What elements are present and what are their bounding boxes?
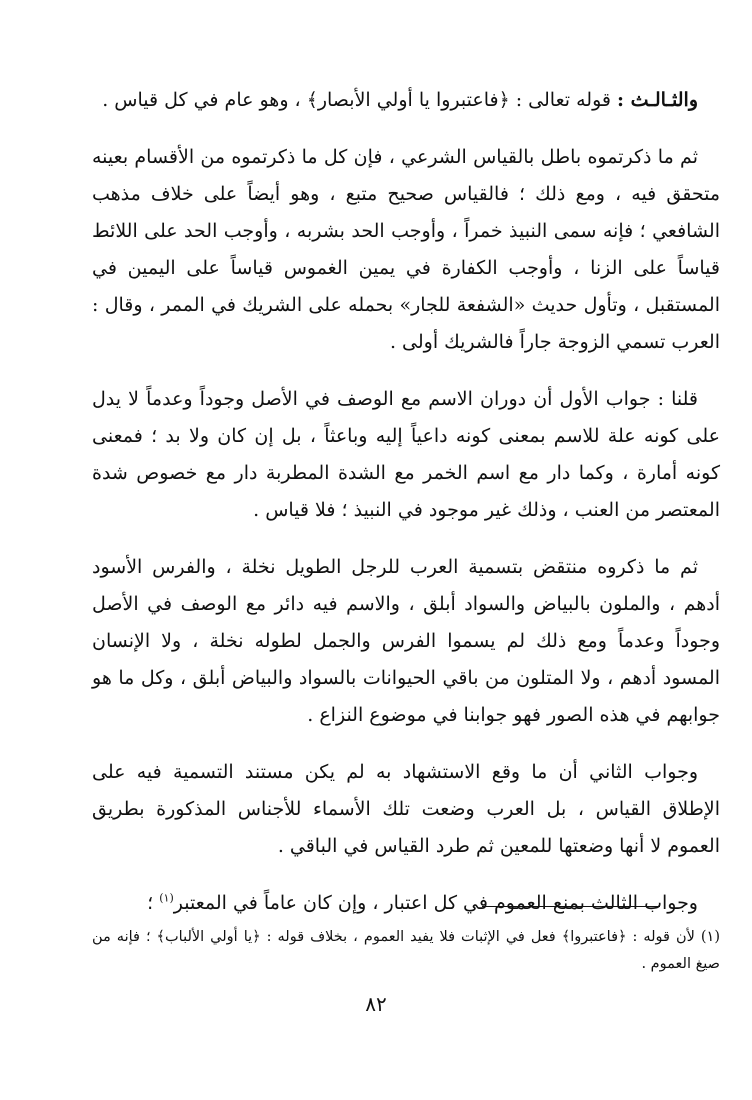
footnote-divider: [482, 906, 660, 907]
paragraph-text: ثم ما ذكرتموه باطل بالقياس الشرعي ، فإن كل ما ذكرتموه من الأقسام بعينه متحقق فيه ، ومع ذلك ؛ فالقياس صحيح متبع ، وهو أيضاً على خلاف مذهب الشافعي ؛ فإنه سمى النبيذ خمراً ، وأوجب الحد بشربه ، وأوجب الحد على اللائط قياساً على الزنا ، وأوجب الكفارة في يمين الغموس قياساً على اليمين في المستقبل ، وتأول حديث «الشفعة للجار» بحمله على الشريك في الممر ، وقال : العرب تسمي الزوجة جاراً فالشريك أولى .: [92, 146, 720, 353]
page-number: ٨٢: [365, 992, 387, 1016]
paragraph-tail: ؛: [147, 892, 160, 914]
paragraph-5: [92, 754, 720, 865]
paragraph-text: قوله تعالى : ﴿فاعتبروا يا أولي الأبصار﴾ ، وهو عام في كل قياس .: [102, 89, 611, 111]
paragraph-3: [92, 381, 720, 529]
footnote: (١) لأن قوله : ﴿فاعتبروا﴾ فعل في الإثبات فلا يفيد العموم ، بخلاف قوله : ﴿يا أولي الألباب﴾ ؛ فإنه من صيغ العموم .: [92, 929, 720, 972]
main-text: [92, 82, 720, 942]
paragraph-text: وجواب الثالث بمنع العموم في كل اعتبار ، وإن كان عاماً في المعتبر: [173, 892, 698, 914]
section-lead: والثـالـث :: [617, 89, 698, 111]
paragraph-6: [92, 885, 720, 922]
paragraph-text: ثم ما ذكروه منتقض بتسمية العرب للرجل الطويل نخلة ، والفرس الأسود أدهم ، والملون بالبياض والسواد أبلق ، والاسم فيه دائر مع الوصف في الأصل وجوداً وعدماً ومع ذلك لم يسموا الفرس والجمل لطوله نخلة ، ولا الإنسان المسود أدهم ، ولا المتلون من باقي الحيوانات بالسواد والبياض أبلق ، وكل ما هو جوابهم في هذه الصور فهو جوابنا في موضوع النزاع .: [92, 556, 720, 726]
paragraph-text: وجواب الثاني أن ما وقع الاستشهاد به لم يكن مستند التسمية فيه على الإطلاق القياس ، بل العرب وضعت تلك الأسماء للأجناس المذكورة بطريق العموم لا أنها وضعتها للمعين ثم طرد القياس في الباقي .: [92, 761, 720, 857]
paragraph-4: [92, 549, 720, 734]
paragraph-text: قلنا : جواب الأول أن دوران الاسم مع الوصف في الأصل وجوداً وعدماً لا يدل على كونه علة للاسم بمعنى كونه داعياً إليه وباعثاً ، بل إن كان ولا بد ؛ فمعنى كونه أمارة ، وكما دار مع اسم الخمر مع الشدة المطربة دار مع خصوص شدة المعتصر من العنب ، وذلك غير موجود في النبيذ ؛ فلا قياس .: [92, 388, 720, 521]
footnote-reference[interactable]: (١): [159, 891, 174, 905]
paragraph-1: [92, 82, 720, 119]
paragraph-2: [92, 139, 720, 361]
